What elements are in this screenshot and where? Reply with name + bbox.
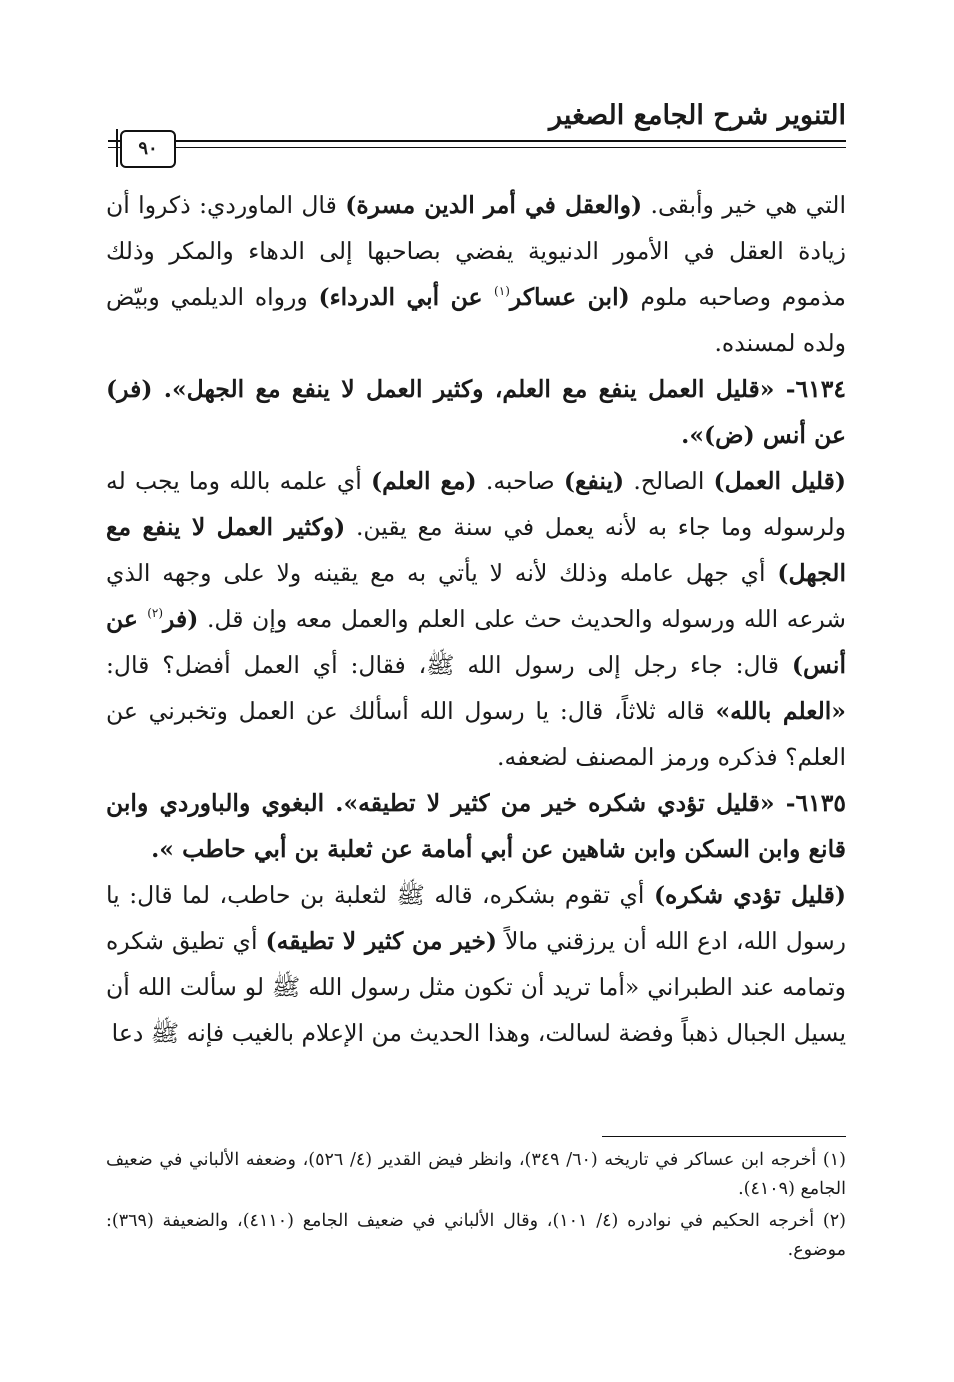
quoted-phrase: (والعقل في أمر الدين مسرة) xyxy=(345,191,643,219)
quoted-phrase: «العلم بالله» xyxy=(715,697,846,725)
text-run: قال الماوردي: ذكروا أن زيادة العقل في الأمور الدنيوية يفضي بصاحبها إلى الدهاء والمكر وذلك مذموم وصاحبه ملوم xyxy=(106,191,846,311)
hadith-number: ٦١٣٥- xyxy=(774,789,846,817)
quoted-phrase: (خير من كثير لا تطيقه) xyxy=(265,927,497,955)
source-citation: عن أبي الدرداء) xyxy=(318,283,495,311)
main-text xyxy=(106,182,846,1056)
page-number-bracket xyxy=(116,129,122,167)
text-run: أي تطيق شكره وتمامه عند الطبراني «أما تريد أن تكون مثل رسول الله ﷺ لو سألت الله أن يسيل الجبال ذهباً وفضة لسالت، وهذا الحديث من الإعلام بالغيب فإنه ﷺ دعا xyxy=(106,927,846,1047)
footnote-1: (١) أخرجه ابن عساكر في تاريخه (٦٠/ ٣٤٩)، وانظر فيض القدير (٤/ ٥٢٦)، وضعفه الألباني في ضعيف الجامع (٤١٠٩). xyxy=(106,1150,846,1199)
page-number: ٩٠ xyxy=(138,138,158,159)
text-run: أي علمه بالله وما يجب له ولرسوله وما جاء به لأنه يعمل في سنة مع يقين. xyxy=(106,467,847,541)
text-run: قاله ثلاثاً، قال: يا رسول الله أسألك عن العمل وتخبرني عن العلم؟ فذكره ورمز المصنف لضعفه. xyxy=(106,697,846,771)
footnote-ref-1[interactable]: (١) xyxy=(494,284,510,298)
text-run: أي جهل عامله وذلك لأنه لا يأتي به مع يقينه ولا على وجهه الذي شرعه الله ورسوله والحديث حث على العلم والعمل معه وإن قل. xyxy=(106,559,846,633)
hadith-number: ٦١٣٤- xyxy=(774,375,847,403)
hadith-text: «قليل العمل ينفع مع العلم، وكثير العمل لا ينفع مع الجهل». (فر) عن أنس (ض)». xyxy=(106,375,846,449)
source-citation: عن أنس) xyxy=(106,605,846,679)
footnotes xyxy=(106,1146,846,1268)
text-run: أي تقوم بشكره، قاله ﷺ لثعلبة بن حاطب، لما قال: يا رسول الله، ادع الله أن يرزقني مالاً xyxy=(106,881,846,955)
quoted-phrase: (قليل العمل) xyxy=(713,467,847,495)
quoted-phrase: (مع العلم) xyxy=(370,467,477,495)
hadith-text: «قليل تؤدي شكره خير من كثير لا تطيقه». البغوي والباوردي وابن قانع وابن السكن وابن شاهين عن أبي أمامة عن ثعلبة بن أبي حاطب ». xyxy=(106,789,846,863)
source-citation: (ابن عساكر xyxy=(509,283,630,311)
quoted-phrase: (قليل تؤدي شكره) xyxy=(653,881,846,909)
footnote-2: (٢) أخرجه الحكيم في نوادره (٤/ ١٠١)، وقال الألباني في ضعيف الجامع (٤١١٠)، والضعيفة (٣٦٩): موضوع. xyxy=(106,1211,846,1260)
text-run: قال: جاء رجل إلى رسول الله ﷺ، فقال: أي العمل أفضل؟ قال: xyxy=(106,651,792,679)
text-run: صاحبه. xyxy=(476,467,564,495)
header-rule-thick xyxy=(176,140,846,142)
footnote-ref-2[interactable]: (٢) xyxy=(147,606,164,620)
quoted-phrase: (ينفع) xyxy=(563,467,625,495)
page-number-box xyxy=(120,130,176,168)
text-run: التي هي خير وأبقى. xyxy=(642,191,846,219)
text-run: ورواه الديلمي وبيّض ولده لمسنده. xyxy=(106,283,846,357)
paragraph-commentary-1 xyxy=(106,182,846,366)
paragraph-commentary-2 xyxy=(106,458,846,780)
running-header-title: التنوير شرح الجامع الصغير xyxy=(549,100,846,131)
footnote-separator xyxy=(602,1136,846,1137)
source-citation: (فر xyxy=(163,605,199,633)
header-rule-thin xyxy=(176,147,846,148)
text-run: الصالح. xyxy=(624,467,714,495)
paragraph-commentary-3 xyxy=(106,872,846,1056)
hadith-6134 xyxy=(106,366,846,458)
quoted-phrase: (وكثير العمل لا ينفع مع الجهل) xyxy=(106,513,846,587)
hadith-6135 xyxy=(106,780,846,872)
